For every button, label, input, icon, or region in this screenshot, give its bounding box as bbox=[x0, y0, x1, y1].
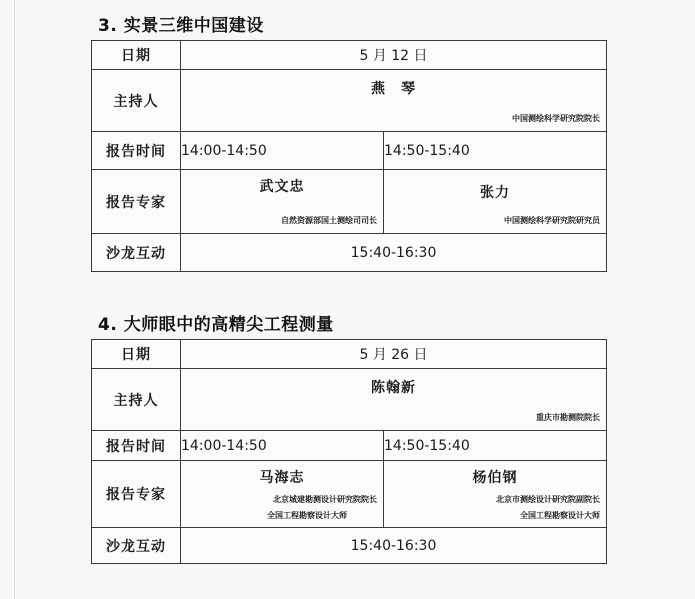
expert-1-cell bbox=[181, 170, 384, 234]
time-label: 报告时间 bbox=[92, 132, 181, 170]
expert-1-title: 自然资源部国土测绘司司长 bbox=[281, 215, 377, 225]
schedule-table bbox=[91, 339, 607, 564]
salon-label: 沙龙互动 bbox=[92, 528, 181, 564]
salon-row bbox=[92, 528, 607, 564]
host-cell bbox=[181, 369, 607, 431]
expert-label: 报告专家 bbox=[92, 170, 181, 234]
schedule-table bbox=[91, 40, 607, 272]
time-label: 报告时间 bbox=[92, 431, 181, 461]
time-row bbox=[92, 431, 607, 461]
host-name: 陈翰新 bbox=[371, 380, 416, 396]
host-label: 主持人 bbox=[92, 369, 181, 431]
date-value: 5 月 26 日 bbox=[181, 340, 607, 369]
expert-2-cell bbox=[384, 461, 607, 528]
expert-row bbox=[92, 170, 607, 234]
host-title: 重庆市勘测院院长 bbox=[536, 412, 601, 422]
time-slot-2: 14:50-15:40 bbox=[384, 431, 607, 461]
expert-2-cell bbox=[384, 170, 607, 234]
host-title: 中国测绘科学研究院院长 bbox=[512, 113, 601, 123]
date-label: 日期 bbox=[92, 41, 181, 70]
time-slot-1: 14:00-14:50 bbox=[181, 431, 384, 461]
expert-2-name: 张力 bbox=[480, 185, 510, 201]
date-value: 5 月 12 日 bbox=[181, 41, 607, 70]
expert-2-title: 中国测绘科学研究院研究员 bbox=[504, 215, 601, 225]
time-slot-1: 14:00-14:50 bbox=[181, 132, 384, 170]
expert-row bbox=[92, 461, 607, 528]
expert-1-title-line1: 北京城建勘测设计研究院院长 bbox=[273, 494, 377, 504]
host-cell bbox=[181, 70, 607, 132]
salon-row bbox=[92, 234, 607, 272]
salon-time: 15:40-16:30 bbox=[181, 528, 607, 564]
host-row bbox=[92, 70, 607, 132]
date-label: 日期 bbox=[92, 340, 181, 369]
time-slot-2: 14:50-15:40 bbox=[384, 132, 607, 170]
section-title: 4. 大师眼中的高精尖工程测量 bbox=[98, 315, 334, 335]
host-row bbox=[92, 369, 607, 431]
expert-1-name: 马海志 bbox=[259, 470, 305, 486]
salon-time: 15:40-16:30 bbox=[181, 234, 607, 272]
expert-2-name: 杨伯钢 bbox=[472, 470, 518, 486]
time-row bbox=[92, 132, 607, 170]
expert-1-title-line2: 全国工程勘察设计大师 bbox=[267, 510, 347, 520]
expert-label: 报告专家 bbox=[92, 461, 181, 528]
expert-1-cell bbox=[181, 461, 384, 528]
salon-label: 沙龙互动 bbox=[92, 234, 181, 272]
page-edge bbox=[14, 0, 15, 599]
date-row bbox=[92, 41, 607, 70]
expert-2-title-line2: 全国工程勘察设计大师 bbox=[520, 510, 601, 520]
expert-1-name: 武文忠 bbox=[259, 179, 305, 195]
expert-2-title-line1: 北京市测绘设计研究院副院长 bbox=[496, 494, 601, 504]
host-label: 主持人 bbox=[92, 70, 181, 132]
host-name: 燕 琴 bbox=[371, 81, 416, 97]
date-row bbox=[92, 340, 607, 369]
section-title: 3. 实景三维中国建设 bbox=[98, 16, 264, 36]
